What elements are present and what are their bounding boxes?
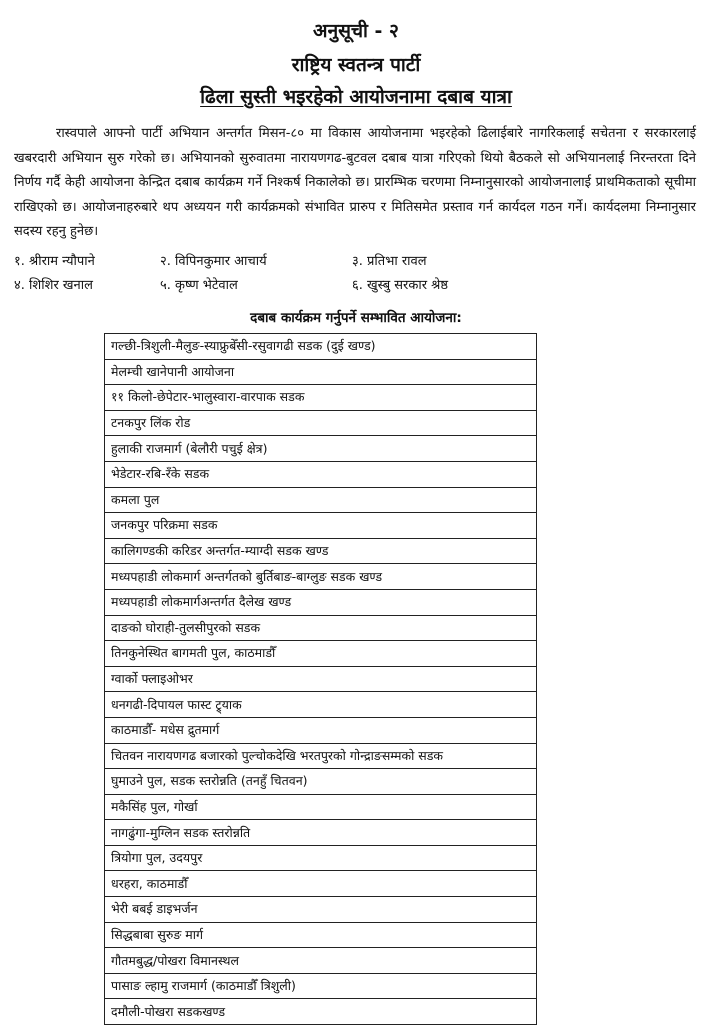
project-cell: काठमाडौँ- मधेस द्रुतमार्ग <box>105 717 537 743</box>
member-name: १. श्रीराम न्यौपाने <box>14 254 95 269</box>
project-cell: सिद्धबाबा सुरुङ मार्ग <box>105 922 537 948</box>
project-cell: धनगढी-दिपायल फास्ट ट्र्याक <box>105 692 537 718</box>
project-cell: तिनकुनेस्थित बागमती पुल, काठमाडौँ <box>105 641 537 667</box>
table-row <box>105 897 537 923</box>
table-row <box>105 845 537 871</box>
project-cell: पासाङ ल्हामु राजमार्ग (काठमाडौँ त्रिशुली) <box>105 973 537 999</box>
project-cell: भेरी बबई डाइभर्जन <box>105 897 537 923</box>
body-paragraph: रास्वपाले आफ्नो पार्टी अभियान अन्तर्गत मिसन-८० मा विकास आयोजनामा भइरहेको ढिलाईबारे नागरिकलाई सचेतना र सरकारलाई खबरदारी अभियान सुरु गरेको छ। अभियानको सुरुवातमा नारायणगढ-बुटवल दबाब यात्रा गरिएको थियो बैठकले सो अभियानलाई निरन्तरता दिने निर्णय गर्दै केही आयोजना केन्द्रित दबाब कार्यक्रम गर्ने निश्कर्ष निकालेको छ। प्रारम्भिक चरणमा निम्नानुसारको आयोजनालाई प्राथमिकताको सूचीमा राखिएको छ। आयोजनाहरुबारे थप अध्ययन गरी कार्यक्रमको संभावित प्रारुप र मितिसमेत प्रस्ताव गर्न कार्यदल गठन गर्ने। कार्यदलमा निम्नानुसार सदस्य रहनु हुनेछ। <box>14 126 696 239</box>
table-row <box>105 743 537 769</box>
project-cell: हुलाकी राजमार्ग (बेलौरी पचुई क्षेत्र) <box>105 436 537 462</box>
table-row <box>105 359 537 385</box>
table-row <box>105 334 537 360</box>
project-cell: भेडेटार-रबि-रँके सडक <box>105 461 537 487</box>
table-row <box>105 717 537 743</box>
project-cell: गल्छी-त्रिशुली-मैलुङ-स्याफ्रुबेँसी-रसुवागढी सडक (दुई खण्ड) <box>105 334 537 360</box>
member-name: ६. खुस्बु सरकार श्रेष्ठ <box>352 278 449 293</box>
project-cell: गौतमबुद्ध/पोखरा विमानस्थल <box>105 948 537 974</box>
table-row <box>105 564 537 590</box>
table-row <box>105 436 537 462</box>
table-row <box>105 794 537 820</box>
table-row <box>105 461 537 487</box>
table-row <box>105 410 537 436</box>
table-row <box>105 615 537 641</box>
project-cell: धरहरा, काठमाडौँ <box>105 871 537 897</box>
project-cell: जनकपुर परिक्रमा सडक <box>105 513 537 539</box>
project-cell: कालिगण्डकी करिडर अन्तर्गत-म्याग्दी सडक खण्ड <box>105 538 537 564</box>
task-force-members <box>14 250 696 298</box>
project-cell: टनकपुर लिंक रोड <box>105 410 537 436</box>
table-row <box>105 820 537 846</box>
document-title-text: ढिला सुस्ती भइरहेको आयोजनामा दबाब यात्रा <box>200 86 512 108</box>
party-name: राष्ट्रिय स्वतन्त्र पार्टी <box>291 54 421 76</box>
project-cell: मकैसिंह पुल, गोर्खा <box>105 794 537 820</box>
project-cell: मेलम्ची खानेपानी आयोजना <box>105 359 537 385</box>
project-cell: दमौली-पोखरा सडकखण्ड <box>105 999 537 1025</box>
table-row <box>105 666 537 692</box>
member-row <box>14 250 696 274</box>
member-name: २. विपिनकुमार आचार्य <box>160 254 267 269</box>
table-row <box>105 973 537 999</box>
table-row <box>105 487 537 513</box>
table-row <box>105 948 537 974</box>
table-row <box>105 538 537 564</box>
table-row <box>105 385 537 411</box>
member-name: ५. कृष्ण भेटेवाल <box>160 278 238 293</box>
project-cell: नागढुंगा-मुग्लिन सडक स्तरोन्नति <box>105 820 537 846</box>
project-cell: दाङको घोराही-तुलसीपुरको सडक <box>105 615 537 641</box>
project-cell: मध्यपहाडी लोकमार्गअन्तर्गत दैलेख खण्ड <box>105 589 537 615</box>
table-row <box>105 641 537 667</box>
project-cell: चितवन नारायणगढ बजारको पुल्चोकदेखि भरतपुरको गोन्द्राङसम्मको सडक <box>105 743 537 769</box>
table-title: दबाब कार्यक्रम गर्नुपर्ने सम्भावित आयोजना: <box>250 310 462 326</box>
table-row <box>105 692 537 718</box>
document-heading: अनुसूची - २ <box>313 20 399 42</box>
document-title <box>0 84 712 110</box>
member-name: ३. प्रतिभा रावल <box>352 254 427 269</box>
table-row <box>105 999 537 1025</box>
member-name: ४. शिशिर खनाल <box>14 278 93 293</box>
project-cell: मध्यपहाडी लोकमार्ग अन्तर्गतको बुर्तिबाङ-बाग्लुङ सडक खण्ड <box>105 564 537 590</box>
table-row <box>105 589 537 615</box>
member-row <box>14 274 696 298</box>
table-row <box>105 769 537 795</box>
project-cell: त्रियोगा पुल, उदयपुर <box>105 845 537 871</box>
table-row <box>105 871 537 897</box>
projects-table <box>104 333 537 1025</box>
project-cell: ११ किलो-छेपेटार-भालुस्वारा-वारपाक सडक <box>105 385 537 411</box>
table-row <box>105 922 537 948</box>
project-cell: कमला पुल <box>105 487 537 513</box>
project-cell: ग्वार्को फ्लाइओभर <box>105 666 537 692</box>
project-cell: घुमाउने पुल, सडक स्तरोन्नति (तनहुँ चितवन) <box>105 769 537 795</box>
table-row <box>105 513 537 539</box>
